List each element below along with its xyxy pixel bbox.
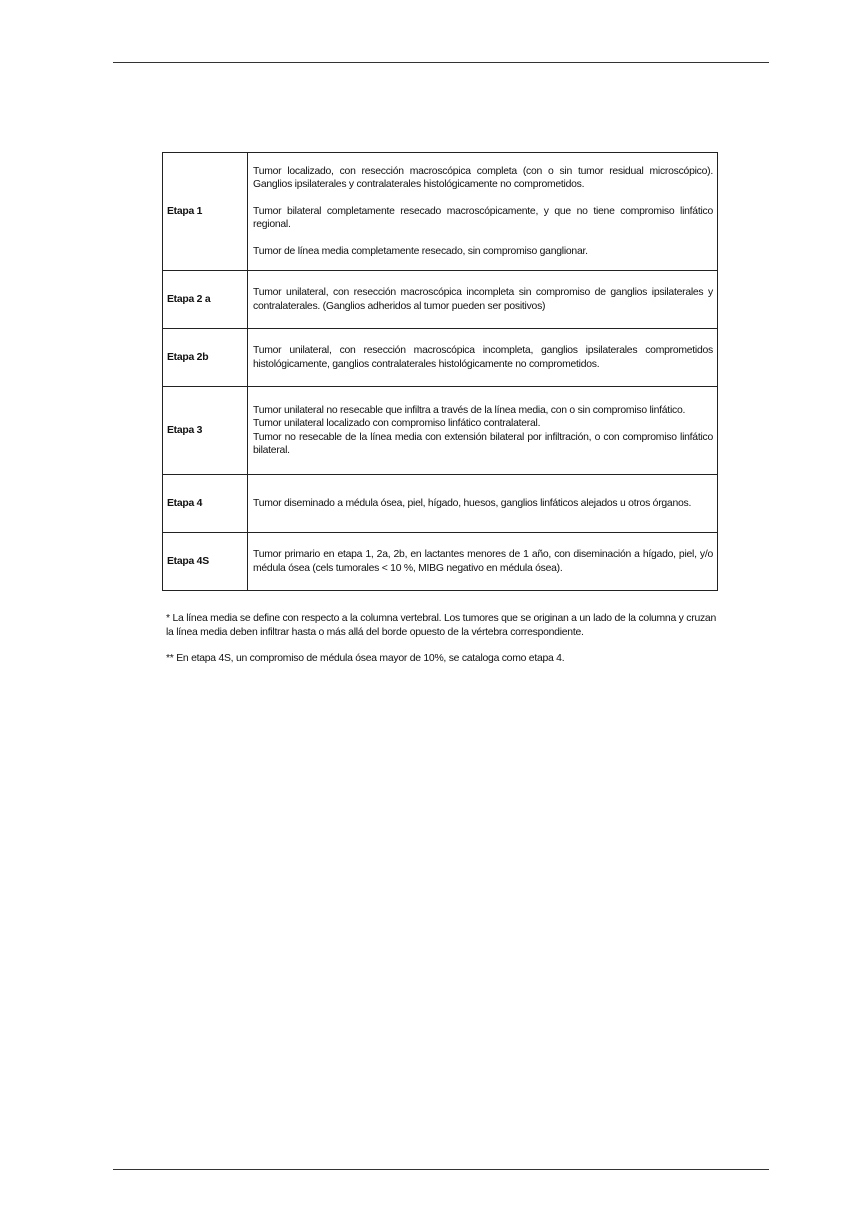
footnote-stage-4s: ** En etapa 4S, un compromiso de médula ósea mayor de 10%, se cataloga como etapa 4. xyxy=(166,653,565,664)
stage-description xyxy=(248,329,718,387)
footnotes xyxy=(166,612,716,666)
stage-label: Etapa 3 xyxy=(163,387,248,475)
description-paragraph: Tumor unilateral, con resección macroscópica incompleta sin compromiso de ganglios ipsilaterales y contralaterales. (Ganglios adheridos al tumor pueden ser positivos) xyxy=(253,287,713,312)
footnote-midline: * La línea media se define con respecto a la columna vertebral. Los tumores que se originan a un lado de la columna y cruzan la línea media deben infiltrar hasta o más allá del borde opuesto de la vértebra correspondiente. xyxy=(166,613,716,638)
stage-description xyxy=(248,533,718,591)
description-paragraph: Tumor bilateral completamente resecado macroscópicamente, y que no tiene compromiso linfático regional. xyxy=(253,205,713,231)
table-row xyxy=(163,271,718,329)
table-row xyxy=(163,329,718,387)
description-paragraph: Tumor unilateral localizado con compromiso linfático contralateral. xyxy=(253,418,541,429)
table-row xyxy=(163,387,718,475)
stage-label: Etapa 4 xyxy=(163,475,248,533)
description-paragraph: Tumor localizado, con resección macroscópica completa (con o sin tumor residual microscópico). Ganglios ipsilaterales y contralaterales histológicamente no comprometidos. xyxy=(253,165,713,191)
stage-description xyxy=(248,153,718,271)
description-paragraph: Tumor de línea media completamente resecado, sin compromiso ganglionar. xyxy=(253,245,588,257)
description-paragraph: Tumor primario en etapa 1, 2a, 2b, en lactantes menores de 1 año, con diseminación a hígado, piel, y/o médula ósea (cels tumorales < 10 %, MIBG negativo en médula ósea). xyxy=(253,549,713,574)
stage-label: Etapa 2b xyxy=(163,329,248,387)
stage-description xyxy=(248,475,718,533)
staging-table xyxy=(162,152,718,591)
stage-label: Etapa 1 xyxy=(163,153,248,271)
stage-label: Etapa 4S xyxy=(163,533,248,591)
description-paragraph: Tumor diseminado a médula ósea, piel, hígado, huesos, ganglios linfáticos alejados u otros órganos. xyxy=(253,497,692,509)
table-row xyxy=(163,533,718,591)
footer-rule xyxy=(113,1169,769,1170)
header-rule xyxy=(113,62,769,63)
table-row xyxy=(163,153,718,271)
description-paragraph: Tumor unilateral no resecable que infiltra a través de la línea media, con o sin compromiso linfático. xyxy=(253,404,686,416)
stage-label: Etapa 2 a xyxy=(163,271,248,329)
table-row xyxy=(163,475,718,533)
stage-description xyxy=(248,271,718,329)
description-paragraph: Tumor no resecable de la línea media con extensión bilateral por infiltración, o con compromiso linfático bilateral. xyxy=(253,431,713,456)
stage-description xyxy=(248,387,718,475)
description-paragraph: Tumor unilateral, con resección macroscópica incompleta, ganglios ipsilaterales comprometidos histológicamente, ganglios contralaterales histológicamente no comprometidos. xyxy=(253,345,713,370)
